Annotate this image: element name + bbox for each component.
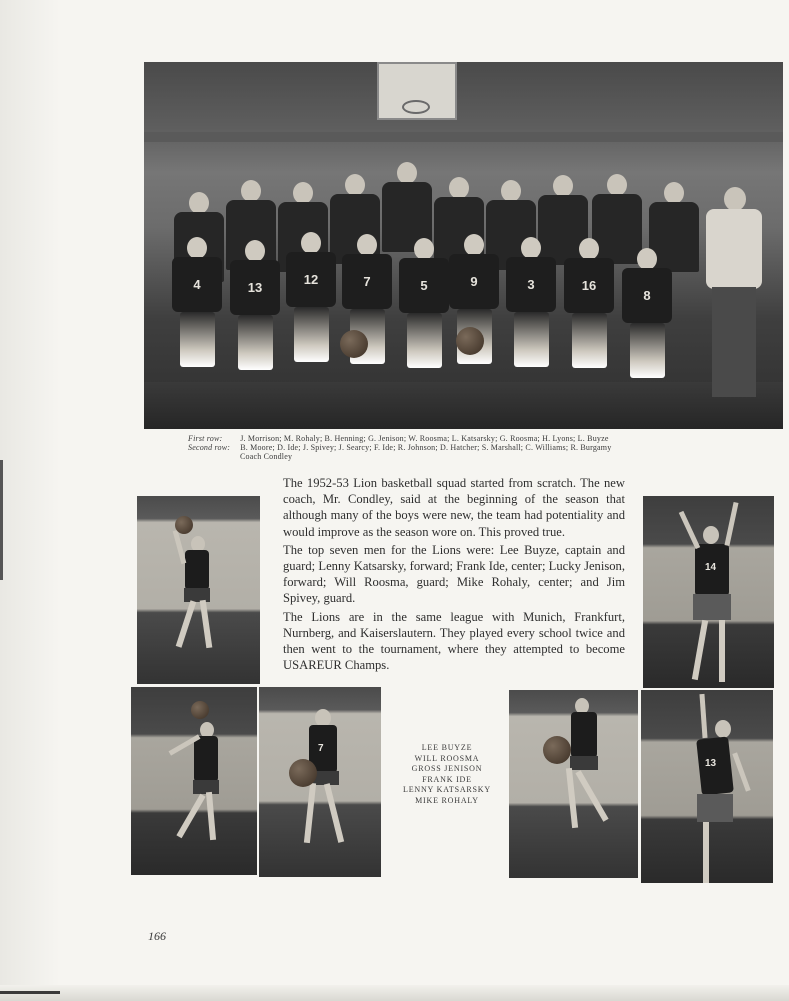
action-photo-right-top xyxy=(643,496,774,688)
front-row-player xyxy=(399,238,449,383)
coach-caption: Coach Condley xyxy=(240,452,293,461)
front-row-player xyxy=(172,237,222,377)
action-photo-bottom-1 xyxy=(131,687,257,875)
front-row-player xyxy=(564,238,614,383)
player-name: MIKE ROHALY xyxy=(415,795,479,805)
front-row-player xyxy=(506,237,556,382)
first-row-label: First row: xyxy=(188,434,223,443)
binding-mark xyxy=(0,460,3,580)
basketball xyxy=(543,736,571,764)
player-name: FRANK IDE xyxy=(422,774,472,784)
page-number: 166 xyxy=(148,929,166,943)
basketball xyxy=(191,701,209,719)
action-photo-bottom-3 xyxy=(509,690,638,878)
player-name: WILL ROOSMA xyxy=(414,753,480,763)
page-bottom-edge xyxy=(0,985,789,1001)
player-name: LENNY KATSARSKY xyxy=(403,785,491,795)
featured-players-list xyxy=(392,743,502,807)
second-row-names: B. Moore; D. Ide; J. Spivey; J. Searcy; F. Ide; R. Johnson; D. Hatcher; S. Marshall; C. Williams; R. Burgamy xyxy=(240,443,612,452)
team-photo xyxy=(144,62,783,429)
paragraph: The 1952-53 Lion basketball squad started from scratch. The new coach, Mr. Condley, said at the beginning of the season that although many of the boys were new, the team had potentiality and would improve as the season wore on. This proved true. xyxy=(283,476,625,539)
jersey-number: 12 xyxy=(303,272,319,287)
jersey-number: 7 xyxy=(363,274,371,289)
basketball xyxy=(340,330,368,358)
player-name: LEE BUYZE xyxy=(421,743,473,752)
paragraph: The top seven men for the Lions were: Lee Buyze, captain and guard; Lenny Katsarsky, forward; Frank Ide, center; Lucky Jenison, forward; Will Roosma, guard; Mike Rohaly, center; and Jim Spivey, guard. xyxy=(283,542,625,606)
article-body xyxy=(283,475,625,675)
team-photo-caption xyxy=(188,434,783,461)
jersey-number: 4 xyxy=(193,277,201,292)
action-photo-left xyxy=(137,496,260,684)
hoop xyxy=(402,100,430,114)
jersey-number: 3 xyxy=(527,277,535,292)
page-gutter-shade xyxy=(0,0,60,1001)
front-row-player xyxy=(286,232,336,377)
jersey-number: 7 xyxy=(318,743,324,754)
basketball xyxy=(175,516,193,534)
second-row-label: Second row: xyxy=(188,443,231,452)
jersey-number: 14 xyxy=(705,562,717,573)
second-row-caption xyxy=(188,443,783,452)
jersey-number: 13 xyxy=(705,758,717,769)
action-photo-bottom-4 xyxy=(641,690,773,883)
basketball xyxy=(289,759,317,787)
jersey-number: 16 xyxy=(581,278,597,293)
jersey-number: 5 xyxy=(420,278,428,293)
front-row-player xyxy=(449,234,499,379)
paragraph: The Lions are in the same league with Munich, Frankfurt, Nurnberg, and Kaiserslautern. They played every school twice and then went to the tournament, where they attempted to become USAREUR Champs. xyxy=(283,609,625,673)
gym-floor xyxy=(144,382,783,429)
coach-figure xyxy=(704,187,764,397)
front-row-player xyxy=(622,248,672,388)
front-row-player xyxy=(230,240,280,380)
jersey-number: 13 xyxy=(247,280,263,295)
action-photo-bottom-2 xyxy=(259,687,381,877)
player-name: GROSS JENISON xyxy=(411,764,483,774)
jersey-number: 9 xyxy=(470,274,478,289)
basketball xyxy=(456,327,484,355)
wall-band xyxy=(144,132,783,142)
first-row-caption xyxy=(188,434,783,443)
jersey-number: 8 xyxy=(643,288,651,303)
first-row-names: J. Morrison; M. Rohaly; B. Henning; G. Jenison; W. Roosma; L. Katsarsky; G. Roosma; H. Lyons; L. Buyze xyxy=(240,434,609,443)
